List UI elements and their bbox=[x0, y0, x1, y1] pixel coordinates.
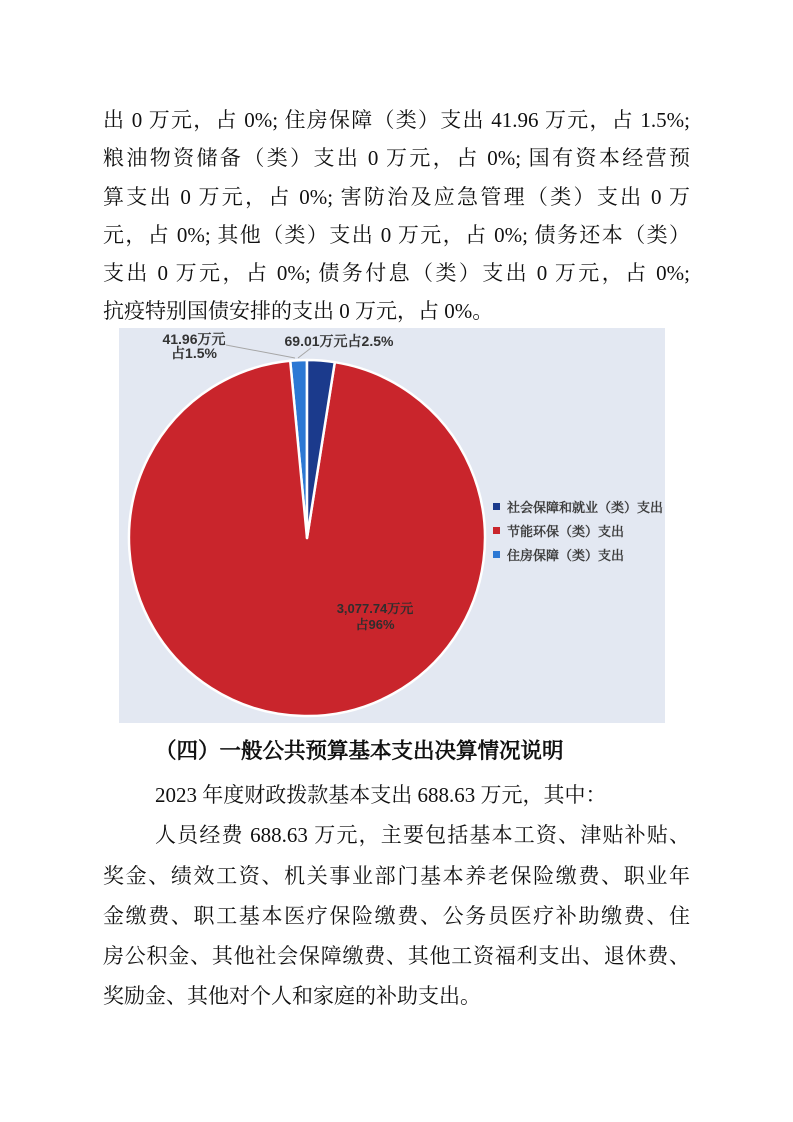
label-social-security-slice bbox=[254, 334, 424, 348]
section-heading: （四）一般公共预算基本支出决算情况说明 bbox=[155, 739, 564, 763]
label-housing-slice bbox=[129, 332, 259, 360]
text-line: 奖励金、其他对个人和家庭的补助支出。 bbox=[103, 984, 481, 1009]
legend-swatch bbox=[493, 503, 500, 510]
text-line: 抗疫特别国债安排的支出 0 万元，占 0%。 bbox=[103, 299, 494, 324]
legend-swatch bbox=[493, 527, 500, 534]
text-line: 2023 年度财政拨款基本支出 688.63 万元，其中： bbox=[155, 783, 607, 807]
legend-label: 住房保障（类）支出 bbox=[507, 547, 625, 563]
text-line: 出 0 万元，占 0%; 住房保障（类）支出 41.96 万元，占 1.5%; bbox=[103, 108, 690, 132]
leader-line bbox=[298, 348, 311, 358]
label-energy-slice bbox=[295, 601, 455, 633]
text-line: 奖金、绩效工资、机关事业部门基本养老保险缴费、职业年 bbox=[103, 863, 690, 888]
legend-item bbox=[493, 518, 663, 542]
text-line: 房公积金、其他社会保障缴费、其他工资福利支出、退休费、 bbox=[103, 944, 690, 969]
label-energy-percent: 占96% bbox=[355, 617, 395, 632]
basic-expenditure-paragraph bbox=[103, 775, 690, 1017]
legend-label: 社会保障和就业（类）支出 bbox=[507, 499, 664, 515]
chart-legend bbox=[493, 494, 663, 566]
text-line: 金缴费、职工基本医疗保险缴费、公务员医疗补助缴费、住 bbox=[103, 903, 690, 928]
text-line: 粮油物资储备（类）支出 0 万元，占 0%; 国有资本经营预 bbox=[103, 146, 690, 171]
budget-expenditure-paragraph bbox=[103, 101, 690, 331]
legend-label: 节能环保（类）支出 bbox=[507, 523, 625, 539]
label-housing-amount: 41.96万元 bbox=[162, 331, 226, 347]
text-line: 人员经费 688.63 万元，主要包括基本工资、津贴补贴、 bbox=[155, 823, 690, 848]
label-energy-amount: 3,077.74万元 bbox=[336, 601, 414, 616]
legend-swatch bbox=[493, 551, 500, 558]
text-line: 支出 0 万元，占 0%; 债务付息（类）支出 0 万元，占 0%; bbox=[103, 261, 690, 286]
expenditure-pie-chart bbox=[119, 328, 665, 723]
text-line: 元，占 0%; 其他（类）支出 0 万元，占 0%; 债务还本（类） bbox=[103, 222, 690, 247]
legend-item bbox=[493, 542, 663, 566]
label-social-amount: 69.01万元占2.5% bbox=[284, 333, 394, 349]
label-housing-percent: 占1.5% bbox=[171, 345, 217, 361]
text-line: 算支出 0 万元，占 0%; 害防治及应急管理（类）支出 0 万 bbox=[103, 184, 690, 209]
legend-item bbox=[493, 494, 663, 518]
